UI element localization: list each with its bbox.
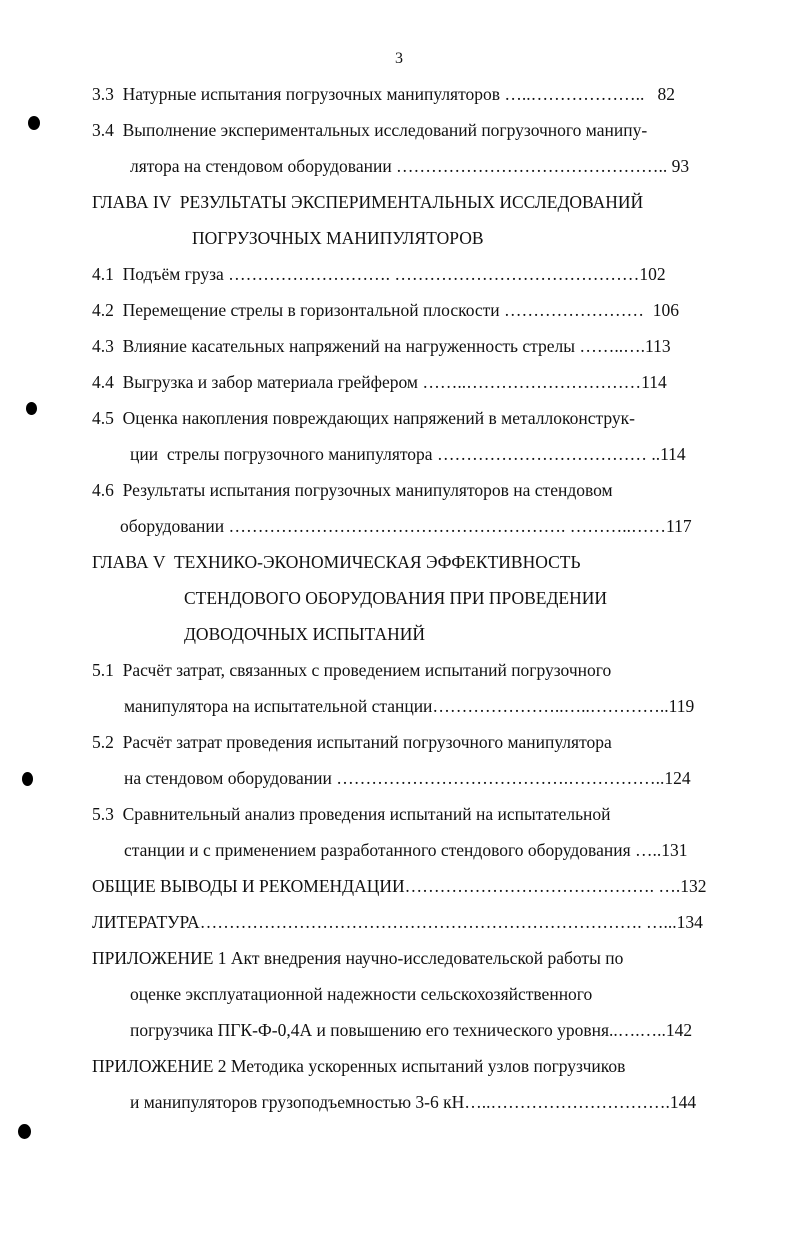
toc-entry-4-5-cont: ции стрелы погрузочного манипулятора ……………………………… ..114 [130,444,686,464]
toc-appendix-1: ПРИЛОЖЕНИЕ 1 Акт внедрения научно-исследовательской работы по [92,948,624,968]
toc-entry-5-1-cont: манипулятора на испытательной станции…………………..…..…………..119 [124,696,695,716]
chapter-5-heading-cont-2: ДОВОДОЧНЫХ ИСПЫТАНИЙ [184,624,426,644]
toc-entry-4-6: 4.6 Результаты испытания погрузочных манипуляторов на стендовом [92,480,613,500]
toc-entry-3-4-cont: лятора на стендовом оборудовании ……………………………………….. 93 [130,156,690,176]
chapter-4-heading-cont: ПОГРУЗОЧНЫХ МАНИПУЛЯТОРОВ [192,228,484,248]
toc-appendix-2-cont: и манипуляторов грузоподъемностью 3-6 кН…..………………………….144 [130,1092,697,1112]
toc-appendix-1-cont-1: оценке эксплуатационной надежности сельскохозяйственного [130,984,593,1004]
toc-appendix-2: ПРИЛОЖЕНИЕ 2 Методика ускоренных испытаний узлов погрузчиков [92,1056,626,1076]
toc-entry-5-3-cont: станции и с применением разработанного стендового оборудования …..131 [124,840,688,860]
toc-entry-3-4: 3.4 Выполнение экспериментальных исследований погрузочного манипу- [92,120,648,140]
page-number: 3 [395,50,403,67]
toc-entry-4-1: 4.1 Подъём груза ………………………. ……………………………………102 [92,264,666,284]
toc-entry-4-4: 4.4 Выгрузка и забор материала грейфером ……..…………………………114 [92,372,667,392]
toc-entry-4-2: 4.2 Перемещение стрелы в горизонтальной плоскости …………………… 106 [92,300,680,320]
toc-entry-4-5: 4.5 Оценка накопления повреждающих напряжений в металлоконструк- [92,408,635,428]
toc-conclusions: ОБЩИЕ ВЫВОДЫ И РЕКОМЕНДАЦИИ……………………………………. ….132 [92,876,707,896]
toc-entry-5-2: 5.2 Расчёт затрат проведения испытаний погрузочного манипулятора [92,732,612,752]
chapter-5-heading-cont-1: СТЕНДОВОГО ОБОРУДОВАНИЯ ПРИ ПРОВЕДЕНИИ [184,588,608,608]
toc-literature: ЛИТЕРАТУРА…………………………………………………………………. …...134 [92,912,703,932]
toc-entry-5-3: 5.3 Сравнительный анализ проведения испытаний на испытательной [92,804,611,824]
toc-entry-5-1: 5.1 Расчёт затрат, связанных с проведением испытаний погрузочного [92,660,612,680]
toc-entry-5-2-cont: на стендовом оборудовании ………………………………….……………..124 [124,768,691,788]
chapter-4-heading: ГЛАВА IV РЕЗУЛЬТАТЫ ЭКСПЕРИМЕНТАЛЬНЫХ ИССЛЕДОВАНИЙ [92,192,644,212]
toc-entry-4-3: 4.3 Влияние касательных напряжений на нагруженность стрелы ……..….113 [92,336,671,356]
toc-appendix-1-cont-2: погрузчика ПГК-Ф-0,4А и повышению его технического уровня..….…..142 [130,1020,693,1040]
punch-hole-mark [22,772,33,786]
punch-hole-mark [18,1124,31,1139]
chapter-5-heading: ГЛАВА V ТЕХНИКО-ЭКОНОМИЧЕСКАЯ ЭФФЕКТИВНОСТЬ [92,552,581,572]
toc-entry-3-3: 3.3 Натурные испытания погрузочных манипуляторов …..……………….. 82 [92,84,676,104]
toc-entry-4-6-cont: оборудовании …………………………………………………. ………..……117 [120,516,692,536]
punch-hole-mark [28,116,40,130]
punch-hole-mark [26,402,37,415]
